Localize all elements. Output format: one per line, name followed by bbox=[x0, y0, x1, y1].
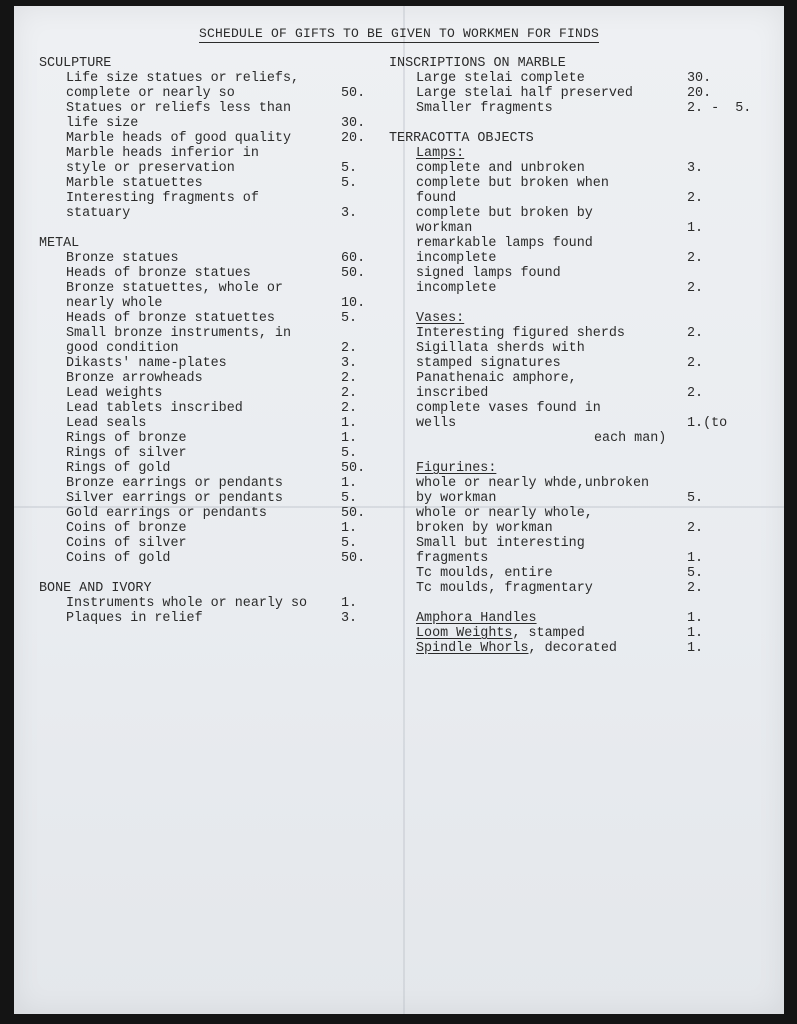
item-text: complete and unbroken bbox=[416, 161, 585, 176]
item-value: 5. bbox=[341, 491, 358, 506]
item-text: Heads of bronze statues bbox=[66, 266, 251, 281]
subsection-heading-figurines bbox=[389, 461, 719, 476]
list-item bbox=[389, 191, 719, 206]
item-text: wells bbox=[416, 416, 457, 431]
list-item bbox=[39, 431, 379, 446]
list-item bbox=[39, 521, 379, 536]
list-item bbox=[389, 611, 719, 626]
list-item bbox=[389, 626, 719, 641]
item-text: Heads of bronze statuettes bbox=[66, 311, 275, 326]
item-text: Interesting fragments of bbox=[66, 191, 259, 206]
list-item bbox=[389, 506, 719, 521]
list-item bbox=[39, 86, 379, 101]
item-value: 10. bbox=[341, 296, 366, 311]
item-value: 1. bbox=[687, 611, 704, 626]
item-text: fragments bbox=[416, 551, 489, 566]
list-item bbox=[389, 221, 719, 236]
left-column bbox=[39, 56, 379, 626]
item-value: 3. bbox=[341, 206, 358, 221]
item-text: Bronze statues bbox=[66, 251, 179, 266]
item-value: 5. bbox=[341, 536, 358, 551]
item-value: 1. bbox=[341, 521, 358, 536]
item-label: Spindle Whorls bbox=[416, 641, 529, 656]
item-label: Loom Weights bbox=[416, 626, 513, 641]
list-item bbox=[389, 371, 719, 386]
item-value: 50. bbox=[341, 461, 366, 476]
item-value: 1. bbox=[341, 431, 358, 446]
item-value: 1. bbox=[687, 221, 704, 236]
list-item bbox=[389, 266, 719, 281]
item-text: complete vases found in bbox=[416, 401, 601, 416]
item-value: 5. bbox=[341, 311, 358, 326]
list-item bbox=[39, 206, 379, 221]
item-value: 20. bbox=[341, 131, 366, 146]
item-text: signed lamps found bbox=[416, 266, 561, 281]
item-text: Dikasts' name-plates bbox=[66, 356, 227, 371]
item-text: Gold earrings or pendants bbox=[66, 506, 267, 521]
item-text: Rings of silver bbox=[66, 446, 187, 461]
item-text: Rings of gold bbox=[66, 461, 171, 476]
item-text: remarkable lamps found bbox=[416, 236, 593, 251]
section-heading: TERRACOTTA OBJECTS bbox=[389, 131, 534, 146]
section-metal bbox=[39, 236, 379, 566]
item-text: Marble statuettes bbox=[66, 176, 203, 191]
list-item bbox=[389, 161, 719, 176]
item-value: 2. bbox=[687, 521, 704, 536]
list-item bbox=[39, 341, 379, 356]
item-text: Coins of bronze bbox=[66, 521, 187, 536]
item-value: 2. bbox=[687, 281, 704, 296]
list-item bbox=[39, 161, 379, 176]
list-item bbox=[39, 311, 379, 326]
item-text: Lead tablets inscribed bbox=[66, 401, 243, 416]
list-item bbox=[389, 281, 719, 296]
item-text: complete but broken when bbox=[416, 176, 609, 191]
subsection-heading-vases bbox=[389, 311, 719, 326]
item-text: nearly whole bbox=[66, 296, 163, 311]
list-item bbox=[389, 176, 719, 191]
item-text: Small but interesting bbox=[416, 536, 585, 551]
item-text bbox=[416, 641, 617, 656]
list-item bbox=[39, 251, 379, 266]
list-item bbox=[39, 371, 379, 386]
list-item bbox=[389, 386, 719, 401]
item-text: Large stelai complete bbox=[416, 71, 585, 86]
item-value: 3. bbox=[687, 161, 704, 176]
item-value: 5. bbox=[341, 176, 358, 191]
list-item bbox=[389, 71, 719, 86]
item-value: 50. bbox=[341, 506, 366, 521]
page-title-text: SCHEDULE OF GIFTS TO BE GIVEN TO WORKMEN FOR FINDS bbox=[198, 26, 600, 41]
item-text bbox=[416, 611, 537, 626]
item-text: Silver earrings or pendants bbox=[66, 491, 283, 506]
item-label: Amphora Handles bbox=[416, 611, 537, 626]
item-text: Tc moulds, entire bbox=[416, 566, 553, 581]
item-value: 2. bbox=[341, 386, 358, 401]
item-value: 5. bbox=[341, 446, 358, 461]
item-value: 1. bbox=[687, 551, 704, 566]
section-bone-and-ivory bbox=[39, 581, 379, 626]
item-value: 1. bbox=[687, 626, 704, 641]
list-item bbox=[39, 536, 379, 551]
document-page bbox=[14, 6, 784, 1014]
item-value: 1. bbox=[341, 596, 358, 611]
item-value: 2. bbox=[341, 371, 358, 386]
subsection-heading-text: Vases: bbox=[416, 311, 465, 326]
list-item bbox=[389, 551, 719, 566]
item-value: 2. bbox=[687, 386, 704, 401]
item-value: 50. bbox=[341, 266, 366, 281]
item-value: 50. bbox=[341, 551, 366, 566]
list-item bbox=[39, 146, 379, 161]
list-item bbox=[39, 131, 379, 146]
item-text: Rings of bronze bbox=[66, 431, 187, 446]
item-label-rest: , stamped bbox=[512, 626, 585, 641]
item-text: Instruments whole or nearly so bbox=[66, 596, 308, 611]
item-value: 1. bbox=[687, 641, 704, 656]
list-item bbox=[39, 116, 379, 131]
item-text: Bronze arrowheads bbox=[66, 371, 203, 386]
item-text: Tc moulds, fragmentary bbox=[416, 581, 593, 596]
section-heading: INSCRIPTIONS ON MARBLE bbox=[389, 56, 566, 71]
list-item bbox=[39, 476, 379, 491]
list-item bbox=[389, 86, 719, 101]
item-text: good condition bbox=[66, 341, 179, 356]
item-text: whole or nearly whde,unbroken bbox=[416, 476, 650, 491]
item-text: Smaller fragments bbox=[416, 101, 553, 116]
list-item bbox=[389, 491, 719, 506]
item-text: Coins of gold bbox=[66, 551, 171, 566]
list-item bbox=[39, 176, 379, 191]
spacer bbox=[389, 296, 719, 311]
list-item bbox=[39, 71, 379, 86]
item-text: stamped signatures bbox=[416, 356, 561, 371]
page-title bbox=[14, 26, 784, 41]
item-text: Lead seals bbox=[66, 416, 147, 431]
list-item bbox=[39, 491, 379, 506]
item-text: by workman bbox=[416, 491, 497, 506]
item-value: 1. bbox=[341, 416, 358, 431]
item-value: 2. bbox=[687, 326, 704, 341]
list-item bbox=[389, 401, 719, 416]
item-value: 1.(to bbox=[687, 416, 728, 431]
item-text: Marble heads inferior in bbox=[66, 146, 259, 161]
item-value: 2. - 5. bbox=[687, 101, 752, 116]
list-item bbox=[389, 641, 719, 656]
item-text: Large stelai half preserved bbox=[416, 86, 633, 101]
item-text: Panathenaic amphore, bbox=[416, 371, 577, 386]
item-text: found bbox=[416, 191, 457, 206]
right-column bbox=[389, 56, 752, 656]
item-text: Small bronze instruments, in bbox=[66, 326, 291, 341]
item-text bbox=[416, 626, 585, 641]
item-text: Plaques in relief bbox=[66, 611, 203, 626]
item-value: 2. bbox=[687, 356, 704, 371]
item-value: 50. bbox=[341, 86, 366, 101]
spacer bbox=[389, 596, 719, 611]
item-text: style or preservation bbox=[66, 161, 235, 176]
list-item bbox=[39, 461, 379, 476]
item-value: 30. bbox=[341, 116, 366, 131]
item-text: broken by workman bbox=[416, 521, 553, 536]
list-item bbox=[389, 356, 719, 371]
section-terracotta bbox=[389, 131, 728, 656]
item-text: workman bbox=[416, 221, 473, 236]
item-value: 5. bbox=[687, 566, 704, 581]
spacer bbox=[389, 446, 719, 461]
list-item bbox=[389, 476, 719, 491]
item-text: Interesting figured sherds bbox=[416, 326, 625, 341]
item-label-rest: , decorated bbox=[528, 641, 617, 656]
section-heading: SCULPTURE bbox=[39, 56, 112, 71]
item-value: 3. bbox=[341, 611, 358, 626]
list-item bbox=[39, 191, 379, 206]
section-sculpture bbox=[39, 56, 379, 221]
item-value: 1. bbox=[341, 476, 358, 491]
item-value: 2. bbox=[341, 401, 358, 416]
item-text: Sigillata sherds with bbox=[416, 341, 585, 356]
list-item bbox=[39, 101, 379, 116]
list-item bbox=[389, 566, 719, 581]
item-text: complete but broken by bbox=[416, 206, 593, 221]
list-item bbox=[389, 101, 752, 116]
list-item bbox=[39, 596, 379, 611]
item-text: whole or nearly whole, bbox=[416, 506, 593, 521]
list-item bbox=[389, 326, 719, 341]
list-item bbox=[389, 341, 719, 356]
list-item bbox=[39, 281, 379, 296]
item-text: life size bbox=[66, 116, 139, 131]
list-item bbox=[39, 446, 379, 461]
item-text: Marble heads of good quality bbox=[66, 131, 291, 146]
list-item bbox=[39, 611, 379, 626]
item-value: 2. bbox=[687, 251, 704, 266]
item-text: Bronze statuettes, whole or bbox=[66, 281, 283, 296]
section-heading: METAL bbox=[39, 236, 80, 251]
list-item bbox=[39, 266, 379, 281]
item-text: Life size statues or reliefs, bbox=[66, 71, 300, 86]
item-value: 30. bbox=[687, 71, 712, 86]
item-text: incomplete bbox=[416, 281, 497, 296]
item-value: 2. bbox=[341, 341, 358, 356]
item-text: complete or nearly so bbox=[66, 86, 235, 101]
list-item bbox=[389, 206, 719, 221]
item-value: 20. bbox=[687, 86, 712, 101]
item-value: 2. bbox=[687, 581, 704, 596]
list-item bbox=[389, 521, 719, 536]
item-text: statuary bbox=[66, 206, 131, 221]
item-value: 5. bbox=[341, 161, 358, 176]
item-text: Statues or reliefs less than bbox=[66, 101, 291, 116]
subsection-heading-text: Lamps: bbox=[416, 146, 465, 161]
item-text: Coins of silver bbox=[66, 536, 187, 551]
list-item bbox=[39, 551, 379, 566]
section-inscriptions bbox=[389, 56, 752, 116]
item-value: 60. bbox=[341, 251, 366, 266]
list-item bbox=[39, 386, 379, 401]
list-item bbox=[389, 581, 719, 596]
list-item bbox=[39, 401, 379, 416]
list-item bbox=[39, 326, 379, 341]
list-item bbox=[39, 506, 379, 521]
list-item bbox=[389, 536, 719, 551]
item-value: 3. bbox=[341, 356, 358, 371]
list-item bbox=[39, 416, 379, 431]
subsection-heading-lamps bbox=[389, 146, 719, 161]
list-item bbox=[39, 296, 379, 311]
list-item bbox=[39, 356, 379, 371]
item-text: inscribed bbox=[416, 386, 489, 401]
list-item bbox=[389, 236, 719, 251]
item-text: Bronze earrings or pendants bbox=[66, 476, 283, 491]
subsection-heading-text: Figurines: bbox=[416, 461, 497, 476]
vases-note: each man) bbox=[594, 431, 667, 446]
item-text: Lead weights bbox=[66, 386, 163, 401]
section-heading: BONE AND IVORY bbox=[39, 581, 152, 596]
list-item bbox=[389, 416, 728, 431]
item-value: 5. bbox=[687, 491, 704, 506]
item-value: 2. bbox=[687, 191, 704, 206]
list-item bbox=[389, 251, 719, 266]
item-text: incomplete bbox=[416, 251, 497, 266]
